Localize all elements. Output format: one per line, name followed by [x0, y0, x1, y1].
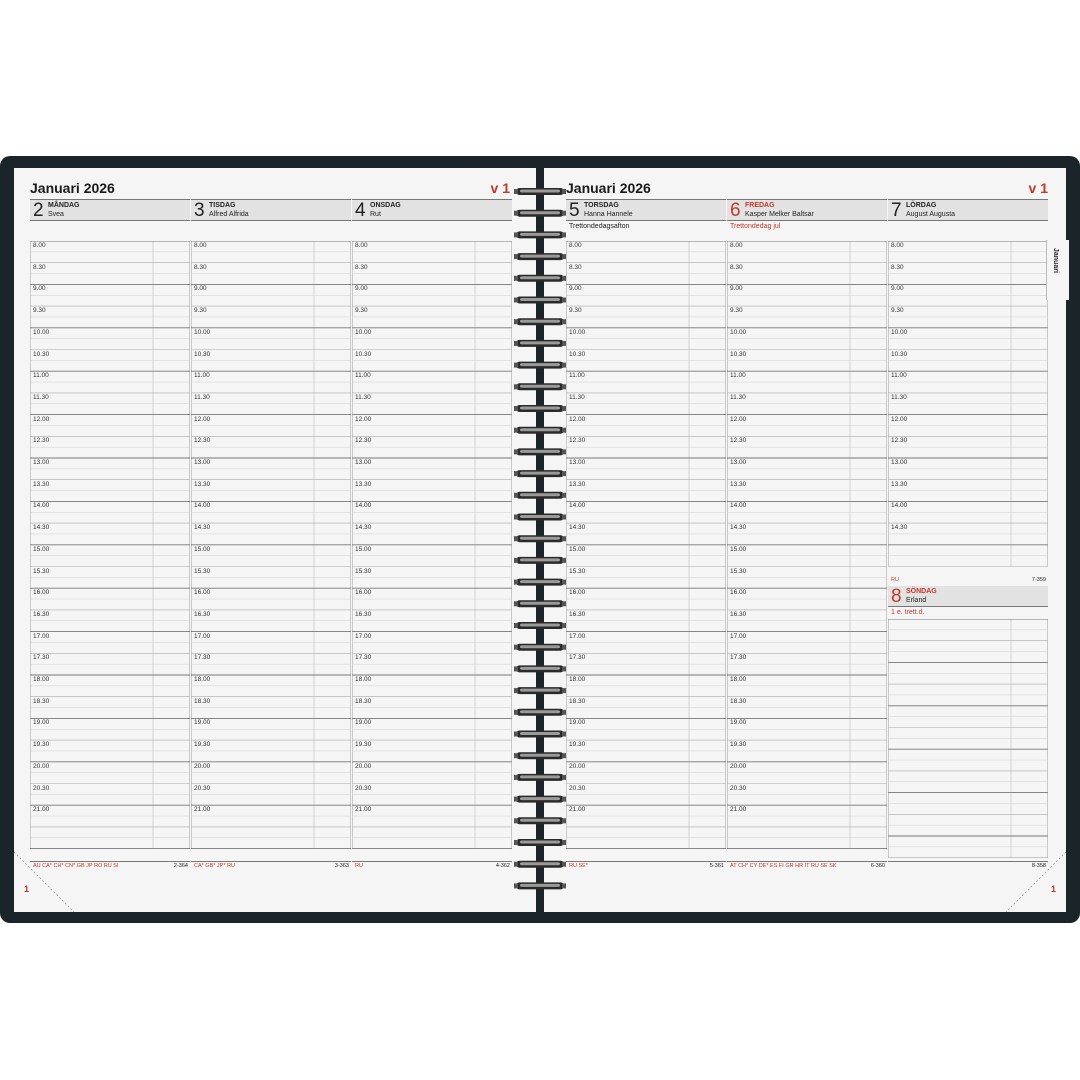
time-label: 11.30 — [33, 393, 49, 401]
time-label: 8.30 — [33, 263, 46, 271]
time-label: 16.30 — [355, 610, 372, 618]
time-label: 16.00 — [355, 589, 372, 597]
binding-ring — [514, 557, 566, 564]
month-tab-label: Januari — [1052, 248, 1059, 273]
binding-ring — [514, 861, 566, 868]
time-label: 16.00 — [569, 589, 586, 597]
time-label: 14.30 — [194, 524, 211, 532]
day-header — [352, 199, 512, 221]
time-label: 16.30 — [730, 610, 747, 618]
hour-grid[interactable] — [191, 241, 351, 861]
time-label: 12.00 — [569, 415, 586, 423]
binding-ring — [514, 796, 566, 803]
time-label: 21.00 — [355, 806, 372, 814]
time-label: 18.30 — [194, 697, 211, 705]
day-column-friday — [727, 199, 887, 871]
time-label: 15.00 — [355, 545, 372, 553]
right-page — [544, 168, 1066, 912]
time-label: 10.00 — [569, 328, 586, 336]
day-of-year: 5-361 — [709, 863, 724, 869]
time-label: 15.00 — [730, 545, 747, 553]
binding-ring — [514, 731, 566, 738]
binding-ring — [514, 752, 566, 759]
binding-ring — [514, 492, 566, 499]
time-label: 19.30 — [569, 741, 586, 749]
time-label: 15.30 — [33, 567, 50, 575]
month-title: Januari 2026 — [30, 180, 115, 196]
time-label: 17.30 — [569, 654, 586, 662]
day-footer — [727, 861, 887, 872]
time-label: 19.30 — [33, 741, 50, 749]
name-day: August Augusta — [906, 211, 956, 218]
name-day: Svea — [48, 211, 64, 218]
hour-grid[interactable] — [30, 241, 190, 861]
week-label: v 1 — [1028, 180, 1048, 196]
day-column-tuesday — [191, 199, 351, 871]
time-label: 11.30 — [194, 393, 210, 401]
day-name: ONSDAG — [370, 202, 401, 209]
binding-ring — [514, 470, 566, 477]
time-label: 20.30 — [730, 784, 747, 792]
day-number: 4 — [355, 200, 366, 221]
time-label: 12.30 — [194, 437, 211, 445]
time-label: 13.30 — [730, 480, 747, 488]
day-of-year: 6-360 — [870, 863, 885, 869]
time-label: 10.30 — [194, 350, 211, 358]
binding-ring — [514, 774, 566, 781]
time-label: 9.30 — [569, 307, 582, 315]
time-label: 17.00 — [194, 632, 211, 640]
day-note: Trettondedagsafton — [569, 223, 630, 230]
time-label: 9.30 — [730, 307, 743, 315]
binding-ring — [514, 340, 566, 347]
time-label: 16.30 — [33, 610, 50, 618]
time-label: 8.00 — [730, 242, 743, 249]
binding-ring — [514, 579, 566, 586]
time-label: 17.30 — [194, 654, 211, 662]
time-label: 8.00 — [33, 242, 46, 249]
time-label: 20.00 — [355, 762, 372, 770]
time-label: 9.00 — [891, 285, 904, 293]
time-label: 19.00 — [569, 719, 586, 727]
left-page — [14, 168, 536, 912]
time-label: 20.30 — [569, 784, 586, 792]
time-label: 14.00 — [730, 502, 747, 510]
time-label: 8.30 — [730, 263, 743, 271]
month-title: Januari 2026 — [566, 180, 651, 196]
spiral-binding — [514, 180, 566, 900]
time-label: 8.30 — [569, 263, 582, 271]
hour-grid[interactable] — [352, 241, 512, 861]
time-label: 12.30 — [730, 437, 747, 445]
time-label: 10.00 — [194, 328, 211, 336]
time-label: 8.30 — [355, 263, 368, 271]
time-label: 13.00 — [355, 459, 372, 466]
day-of-year: 8-358 — [1031, 863, 1046, 869]
time-label: 16.30 — [194, 610, 211, 618]
day-header — [727, 199, 887, 221]
time-label: 15.30 — [355, 567, 372, 575]
time-label: 12.00 — [33, 415, 50, 423]
binding-ring — [514, 644, 566, 651]
time-label: 10.00 — [33, 328, 50, 336]
binding-ring — [514, 253, 566, 260]
name-day: Erland — [906, 597, 927, 604]
time-label: 14.00 — [569, 502, 586, 510]
day-name: FREDAG — [745, 202, 775, 209]
time-label: 9.00 — [730, 285, 743, 293]
sunday-note: 1 e. trett.d. — [891, 609, 925, 616]
time-label: 20.00 — [194, 762, 211, 770]
sunday-header — [888, 586, 1048, 607]
time-label: 13.00 — [891, 459, 908, 466]
day-number: 2 — [33, 200, 44, 221]
time-label: 12.30 — [569, 437, 586, 445]
time-label: 14.30 — [355, 524, 372, 532]
time-label: 17.00 — [569, 632, 586, 640]
time-label: 20.30 — [355, 784, 372, 792]
time-label: 19.30 — [194, 741, 211, 749]
month-tab[interactable] — [1046, 240, 1069, 300]
time-label: 12.30 — [891, 437, 908, 445]
time-label: 20.30 — [194, 784, 211, 792]
time-label: 19.30 — [355, 741, 372, 749]
page-number: 1 — [1050, 884, 1056, 894]
time-label: 8.00 — [194, 242, 207, 249]
time-label: 11.30 — [730, 393, 746, 401]
time-label: 17.00 — [355, 632, 372, 640]
day-name: LÖRDAG — [906, 202, 937, 209]
time-label: 13.00 — [569, 459, 586, 466]
day-column-thursday — [566, 199, 726, 871]
name-day: Rut — [370, 211, 381, 218]
binding-ring — [514, 665, 566, 672]
time-label: 14.30 — [33, 524, 50, 532]
time-label: 14.30 — [891, 524, 908, 532]
day-number: 6 — [730, 200, 741, 221]
time-label: 11.30 — [569, 393, 585, 401]
time-label: 14.30 — [569, 524, 586, 532]
time-label: 12.00 — [730, 415, 747, 423]
time-label: 14.00 — [355, 502, 372, 510]
time-label: 14.00 — [891, 502, 908, 510]
time-label: 13.00 — [194, 459, 211, 466]
time-label: 8.00 — [569, 242, 582, 249]
page-corner-fold — [1006, 852, 1066, 912]
time-label: 21.00 — [33, 806, 50, 814]
day-column-saturday-sunday — [888, 199, 1048, 871]
page-corner-fold — [14, 852, 74, 912]
day-column-monday — [30, 199, 190, 871]
time-label: 10.30 — [569, 350, 586, 358]
time-label: 19.00 — [33, 719, 50, 727]
name-day: Hanna Hannele — [584, 211, 633, 218]
binding-ring — [514, 600, 566, 607]
time-label: 14.30 — [730, 524, 747, 532]
time-label: 19.00 — [355, 719, 372, 727]
time-label: 18.30 — [730, 697, 747, 705]
binding-ring — [514, 709, 566, 716]
time-label: 18.30 — [569, 697, 586, 705]
time-label: 9.00 — [355, 285, 368, 293]
time-label: 11.30 — [355, 393, 371, 401]
time-label: 18.00 — [730, 676, 747, 683]
day-of-year: 7-359 — [1031, 577, 1046, 583]
time-label: 10.30 — [891, 350, 908, 358]
time-label: 20.30 — [33, 784, 50, 792]
time-label: 20.00 — [730, 762, 747, 770]
time-label: 16.00 — [194, 589, 211, 597]
time-label: 18.30 — [33, 697, 50, 705]
binding-ring — [514, 297, 566, 304]
time-label: 17.30 — [33, 654, 50, 662]
binding-ring — [514, 383, 566, 390]
time-label: 21.00 — [569, 806, 586, 814]
time-label: 12.00 — [355, 415, 372, 423]
binding-ring — [514, 622, 566, 629]
day-number: 7 — [891, 200, 902, 221]
time-label: 9.30 — [355, 307, 368, 315]
time-label: 12.30 — [355, 437, 372, 445]
day-of-year: 4-362 — [495, 863, 510, 869]
time-label: 18.00 — [569, 676, 586, 683]
time-label: 15.00 — [194, 545, 211, 553]
binding-ring — [514, 687, 566, 694]
binding-ring — [514, 275, 566, 282]
time-label: 9.30 — [891, 307, 904, 315]
page-number: 1 — [24, 884, 30, 894]
flag-holidays: AT CH* CY DE* ES FI GR HR IT RU SE SK — [730, 863, 837, 869]
hour-grid[interactable] — [566, 241, 726, 861]
binding-ring — [514, 427, 566, 434]
time-label: 11.00 — [891, 372, 907, 380]
time-label: 11.00 — [194, 372, 210, 380]
time-label: 11.30 — [891, 393, 907, 401]
time-label: 17.00 — [730, 632, 747, 640]
time-label: 18.00 — [355, 676, 372, 683]
binding-ring — [514, 405, 566, 412]
time-label: 18.00 — [194, 676, 211, 683]
time-label: 17.30 — [730, 654, 747, 662]
binding-ring — [514, 514, 566, 521]
time-label: 8.30 — [891, 263, 904, 271]
day-header — [191, 199, 351, 221]
day-footer — [191, 861, 351, 872]
time-label: 14.00 — [33, 502, 50, 510]
time-label: 16.00 — [33, 589, 50, 597]
binding-ring — [514, 882, 566, 889]
time-label: 9.00 — [33, 285, 46, 293]
time-label: 10.30 — [33, 350, 50, 358]
time-label: 15.00 — [33, 545, 50, 553]
hour-grid-sunday[interactable] — [888, 619, 1048, 861]
flag-holidays: CA* GB* JP* RU — [194, 863, 235, 869]
time-label: 21.00 — [730, 806, 747, 814]
binding-ring — [514, 362, 566, 369]
day-name: TORSDAG — [584, 202, 619, 209]
time-label: 13.30 — [194, 480, 211, 488]
week-label: v 1 — [490, 180, 510, 196]
day-number: 3 — [194, 200, 205, 221]
time-label: 8.30 — [194, 263, 207, 271]
time-label: 18.30 — [355, 697, 372, 705]
time-label: 10.30 — [730, 350, 747, 358]
time-label: 11.00 — [730, 372, 746, 380]
time-label: 13.00 — [33, 459, 50, 466]
time-label: 10.00 — [355, 328, 372, 336]
binding-ring — [514, 817, 566, 824]
time-label: 9.30 — [33, 307, 46, 315]
day-name: MÅNDAG — [48, 202, 80, 209]
time-label: 13.30 — [355, 480, 372, 488]
time-label: 15.00 — [569, 545, 586, 553]
time-label: 9.00 — [569, 285, 582, 293]
day-of-year: 2-364 — [173, 863, 188, 869]
time-label: 13.30 — [891, 480, 908, 488]
day-column-wednesday — [352, 199, 512, 871]
time-label: 21.00 — [194, 806, 211, 814]
binding-ring — [514, 535, 566, 542]
time-label: 13.00 — [730, 459, 747, 466]
day-number: 8 — [891, 586, 902, 607]
day-header — [566, 199, 726, 221]
binding-ring — [514, 318, 566, 325]
day-footer — [352, 861, 512, 872]
time-label: 16.00 — [730, 589, 747, 597]
day-of-year: 3-363 — [334, 863, 349, 869]
name-day: Kasper Melker Baltsar — [745, 211, 814, 218]
time-label: 19.30 — [730, 741, 747, 749]
flag-holidays: AU CA* CH* CN* GB JP RO RU SI — [33, 863, 119, 869]
time-label: 19.00 — [194, 719, 211, 727]
day-number: 5 — [569, 200, 580, 221]
time-label: 17.30 — [355, 654, 372, 662]
time-label: 8.00 — [891, 242, 904, 249]
time-label: 13.30 — [33, 480, 50, 488]
time-label: 15.30 — [194, 567, 211, 575]
day-header — [30, 199, 190, 221]
time-label: 10.00 — [730, 328, 747, 336]
flag-holidays: RU SE* — [569, 863, 588, 869]
time-label: 10.00 — [891, 328, 908, 336]
time-label: 10.30 — [355, 350, 372, 358]
time-label: 11.00 — [33, 372, 49, 380]
time-label: 15.30 — [569, 567, 586, 575]
hour-grid[interactable] — [727, 241, 887, 861]
name-day: Alfred Alfrida — [209, 211, 249, 218]
time-label: 12.30 — [33, 437, 50, 445]
binding-ring — [514, 188, 566, 195]
day-header — [888, 199, 1048, 221]
time-label: 19.00 — [730, 719, 747, 727]
flag-holidays: RU — [355, 863, 363, 869]
time-label: 15.30 — [730, 567, 747, 575]
binding-ring — [514, 210, 566, 217]
time-label: 11.00 — [355, 372, 371, 380]
time-label: 20.00 — [569, 762, 586, 770]
time-label: 12.00 — [194, 415, 211, 423]
time-label: 18.00 — [33, 676, 50, 683]
time-label: 11.00 — [569, 372, 585, 380]
time-label: 13.30 — [569, 480, 586, 488]
time-label: 9.30 — [194, 307, 207, 315]
day-name: SÖNDAG — [906, 588, 937, 595]
time-label: 16.30 — [569, 610, 586, 618]
time-label: 9.00 — [194, 285, 207, 293]
time-label: 17.00 — [33, 632, 50, 640]
day-name: TISDAG — [209, 202, 236, 209]
time-label: 20.00 — [33, 762, 50, 770]
time-label: 12.00 — [891, 415, 908, 423]
time-label: 14.00 — [194, 502, 211, 510]
binding-ring — [514, 448, 566, 455]
day-note: Trettondedag jul — [730, 223, 781, 230]
flag-holidays: RU — [891, 577, 899, 583]
binding-ring — [514, 231, 566, 238]
binding-ring — [514, 839, 566, 846]
time-label: 8.00 — [355, 242, 368, 249]
day-footer — [566, 861, 726, 872]
